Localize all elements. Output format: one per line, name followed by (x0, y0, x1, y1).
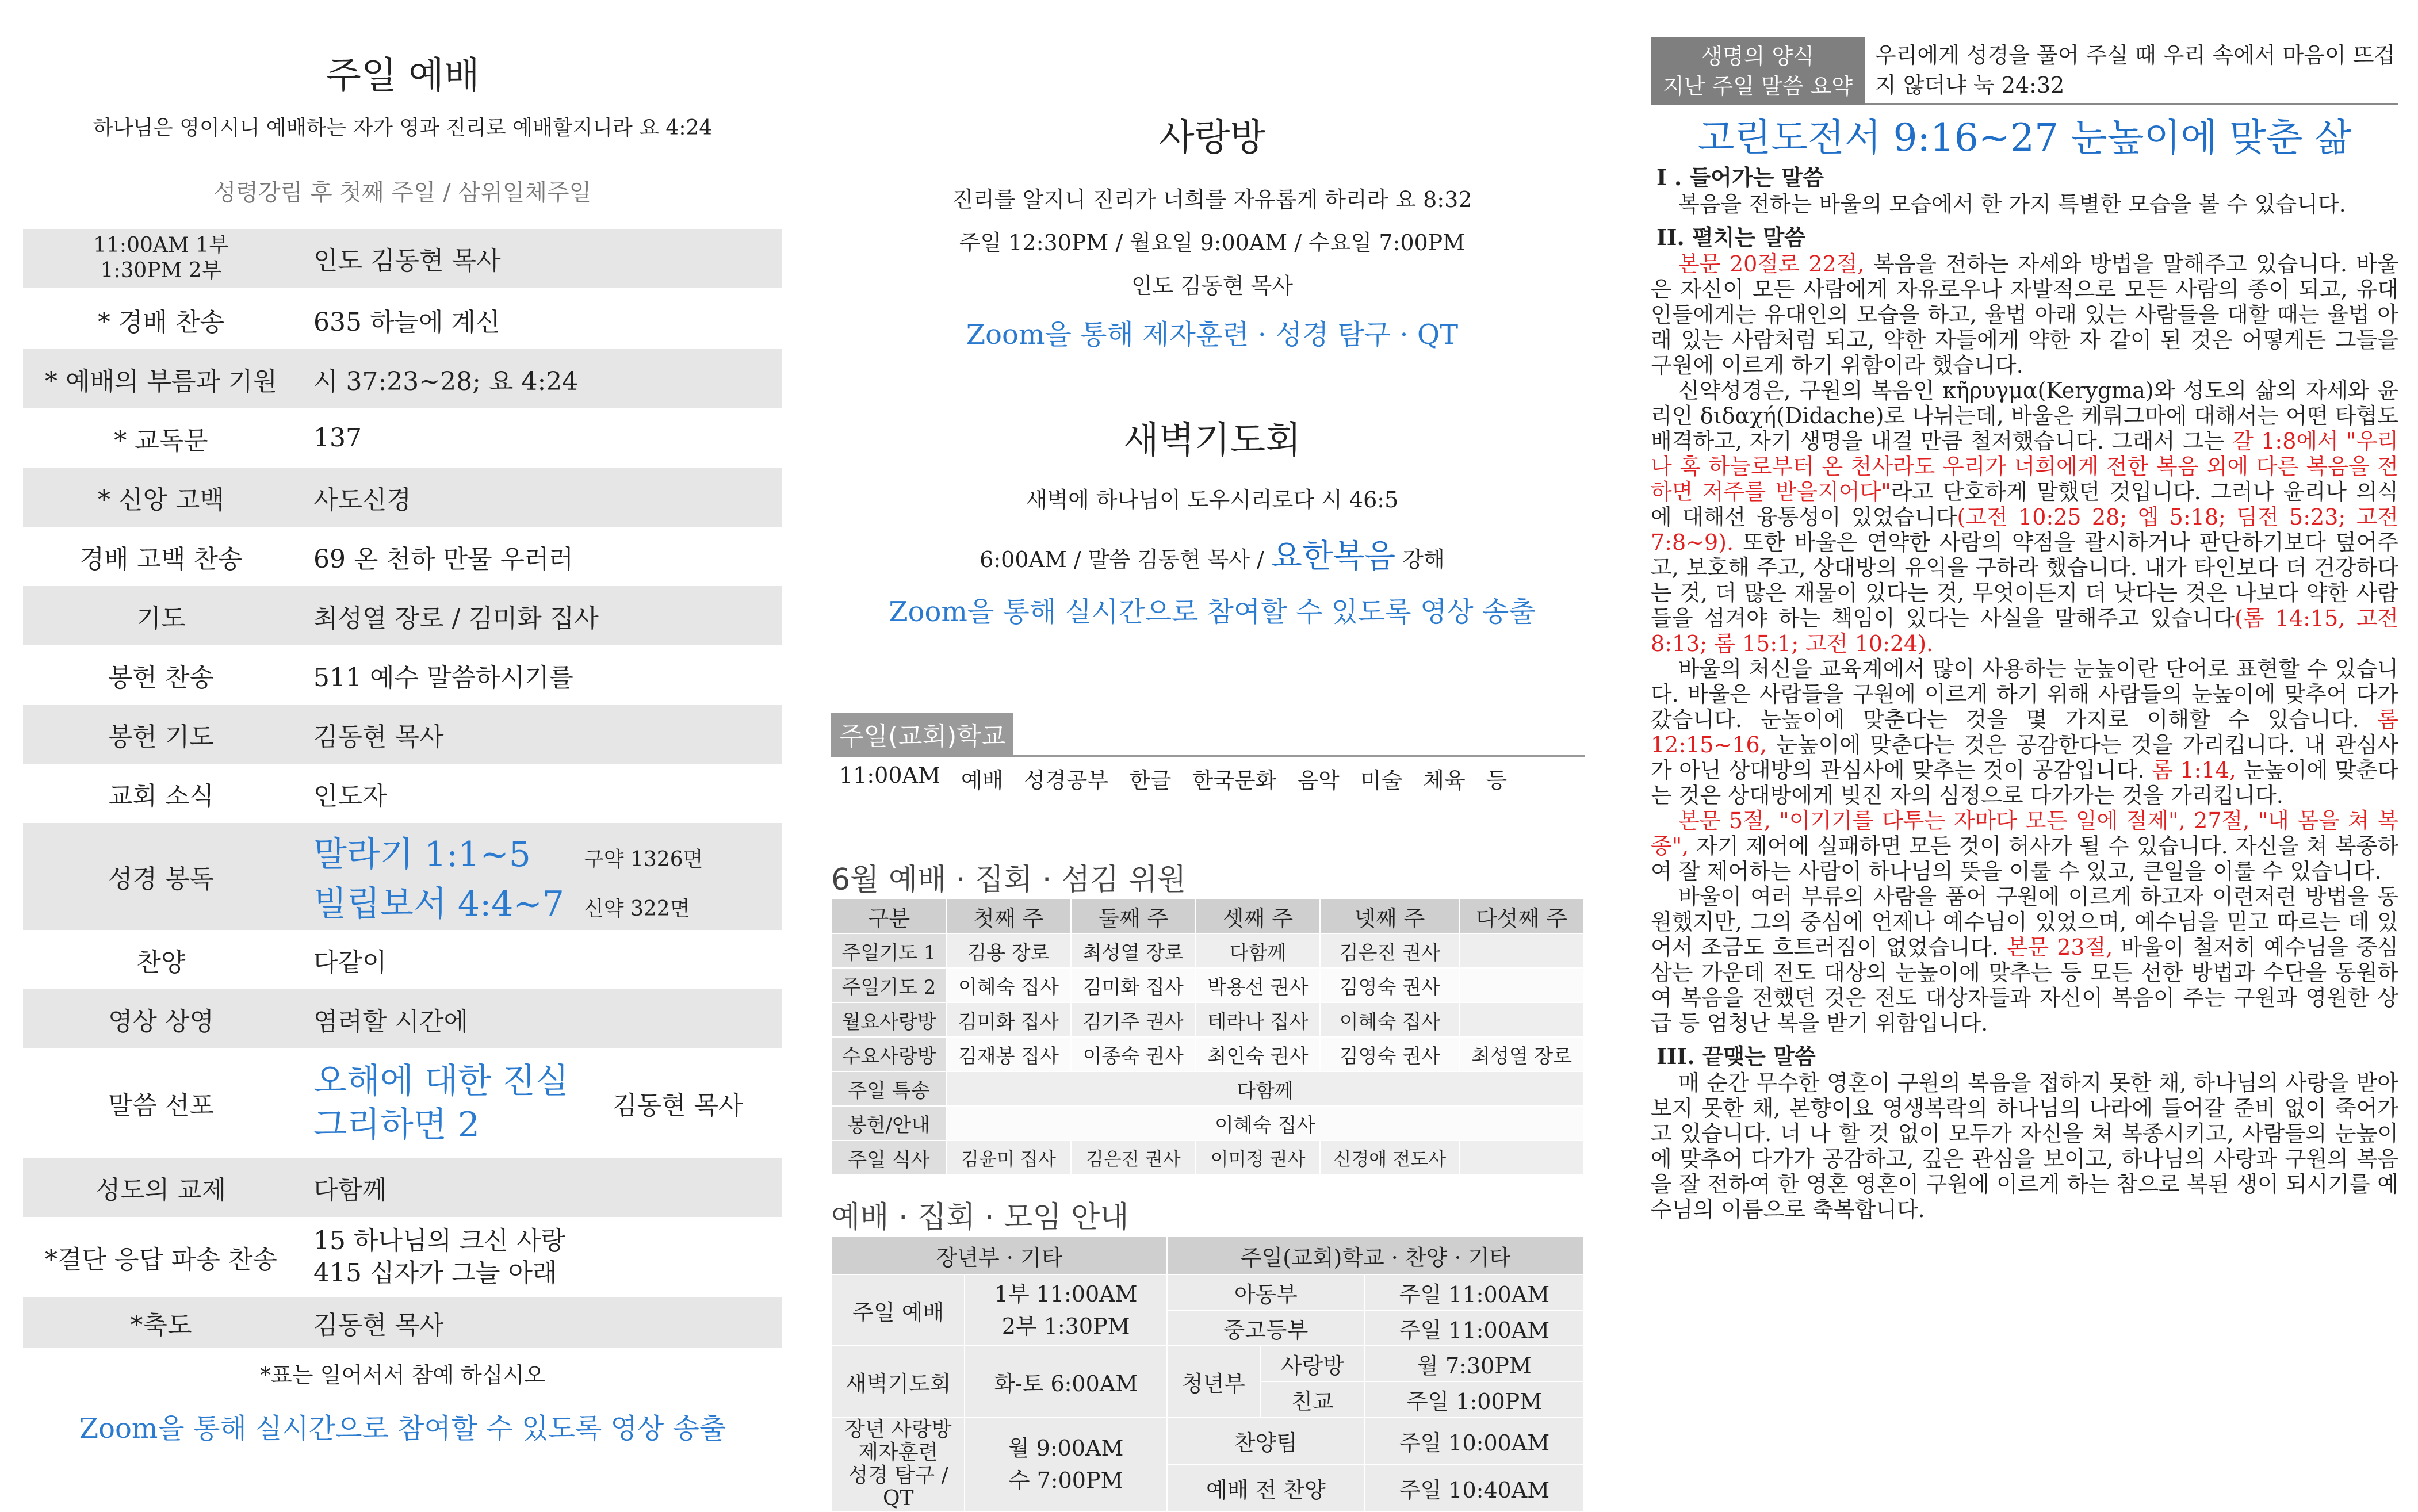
summary-badge: 생명의 양식 지난 주일 말씀 요약 (1651, 37, 1865, 105)
section-heading: I . 들어가는 말씀 (1656, 164, 1824, 190)
benediction-row: *축도 김동현 목사 (23, 1297, 782, 1348)
dawn-title: 새벽기도회 (1123, 419, 1302, 462)
service-leader: 인도 김동현 목사 (313, 246, 501, 275)
scripture-readings (299, 827, 782, 926)
guide-title: 예배 · 집회 · 모임 안내 (831, 1200, 1129, 1235)
table-row: 주일기도 1 김용 장로 최성열 장로 다함께 김은진 권사 (832, 933, 1584, 968)
guide-header-row: 장년부 · 기타 주일(교회)학교 · 찬양 · 기타 (832, 1237, 1584, 1274)
sarangbang-zoom: Zoom을 통해 제자훈련 · 성경 탐구 · QT (966, 319, 1459, 351)
sarangbang-title: 사랑방 (1158, 117, 1266, 159)
summary-title: 고린도전서 9:16~27 눈높이에 맞춘 삶 (1697, 116, 2352, 160)
order-row: 봉헌 기도 김동현 목사 (23, 705, 782, 764)
dawn-book: 요한복음 (1271, 538, 1396, 575)
worship-title: 주일 예배 (326, 55, 480, 97)
june-title: 6월 예배 · 집회 · 섬김 위원 (831, 863, 1187, 897)
guide-table (831, 1236, 1585, 1512)
paragraph: 매 순간 무수한 영혼이 구원의 복음을 접하지 못한 채, 하나님의 사랑을 받아보지 못한 채, 본향이요 영생복락의 하나님의 나라에 들어갈 준비 없이 죽어가고 있습니다. 너 나 할 것 없이 모두가 자신을 쳐 복종시키고, 사람들의 눈높이에 맞추어 다가가 공감하고, 깊은 관심을 보이고, 하나님의 사랑과 구원의 복음을 잘 전하여 한 영혼 영혼이 구원에 이르게 하는 참으로 복된 생이 되시기를 예수님의 이름으로 축복합니다. (1651, 1070, 2398, 1222)
sunday-school-title: 주일(교회)학교 (831, 713, 1013, 755)
table-row: 주일 식사 김윤미 집사 김은진 권사 이미정 권사 신경애 전도사 (832, 1140, 1584, 1175)
standing-note: *표는 일어서서 참예 하십시오 (260, 1362, 545, 1388)
programs-column (831, 0, 1593, 1510)
order-row: 봉헌 찬송 511 예수 말씀하시기를 (108, 663, 573, 692)
paragraph: 본문 20절로 22절, 복음을 전하는 자세와 방법을 말해주고 있습니다. 바울은 자신이 모든 사람에게 자유로우나 자발적으로 모든 사람의 종이 되고, 유대인들에게는 유대인의 모습을 하고, 율법 아래 있는 사람들을 대할 때는 율법 아래 있는 사람처럼 되고, 약한 자들에게 약한 자 같이 된 것은 어떻게든 그들을 구원에 이르게 하기 위함이라 했습니다. (1651, 251, 2398, 378)
table-row: 수요사랑방 김재봉 집사 이종숙 권사 최인숙 권사 김영숙 권사 최성열 장로 (832, 1037, 1584, 1071)
scripture-row: 성경 봉독 말라기 1:1~5 구약 1326면 빌립보서 4:4~7 신약 322면 (23, 823, 782, 930)
scripture-ot: 말라기 1:1~5 (313, 835, 531, 875)
dawn-verse: 새벽에 하나님이 도우시리로다 시 46:5 (1026, 487, 1399, 512)
paragraph: 바울의 처신을 교육계에서 많이 사용하는 눈높이란 단어로 표현할 수 있습니다. 바울은 사람들을 구원에 이르게 하기 위해 사람들의 눈높이에 맞추어 다가갔습니다. 눈높이에 맞춘다는 것을 몇 가지로 이해할 수 있습니다. 롬 12:15~16, 눈높이에 맞춘다는 것은 공감한다는 것을 가리킵니다. 내 관심사가 아닌 상대방의 관심사에 맞추는 것이 공감입니다. 롬 1:14, 눈높이에 맞춘다는 것은 상대방에게 빚진 자의 심정으로 다가가는 것을 가리킵니다. (1651, 656, 2398, 808)
paragraph: 복음을 전하는 바울의 모습에서 한 가지 특별한 모습을 볼 수 있습니다. (1678, 192, 2346, 217)
scripture-nt-page: 신약 322면 (584, 897, 690, 921)
order-row: 성도의 교제 다함께 (23, 1158, 782, 1217)
paragraph: 본문 5절, "이기기를 다투는 자마다 모든 일에 절제", 27절, "내 몸을 쳐 복종", 자기 제어에 실패하면 모든 것이 허사가 될 수 있습니다. 자신을 쳐 복종하여 잘 제어하는 사람이 하나님의 뜻을 이룰 수 있고, 큰일을 이룰 수 있습니다. (1651, 808, 2398, 884)
order-row: * 경배 찬송 635 하늘에 계신 (98, 307, 500, 337)
order-of-service (23, 229, 782, 1348)
worship-column (23, 0, 782, 1467)
order-row: 찬양 다같이 (136, 947, 387, 977)
sunday-school-items: 11:00AM 예배 성경공부 한글 한국문화 음악 미술 체육 등 (839, 763, 1508, 793)
table-row: 친교 주일 1:00PM (832, 1381, 1584, 1417)
table-row: 주일 특송 다함께 (832, 1071, 1584, 1106)
june-header-row: 구분 첫째 주 둘째 주 셋째 주 넷째 주 다섯째 주 (832, 899, 1584, 933)
section-heading: II. 펼치는 말씀 (1656, 224, 1805, 250)
order-row: 교회 소식 인도자 (108, 781, 387, 811)
dawn-zoom: Zoom을 통해 실시간으로 참여할 수 있도록 영상 송출 (889, 596, 1536, 628)
summary-header (1651, 37, 2398, 105)
table-row: 새벽기도회 화-토 6:00AM 청년부 사랑방 월 7:30PM (832, 1346, 1584, 1381)
summary-top-verse: 우리에게 성경을 풀어 주실 때 우리 속에서 마음이 뜨겁지 않더냐 눅 24:32 (1865, 37, 2398, 105)
sarangbang-times: 주일 12:30PM / 월요일 9:00AM / 수요일 7:00PM (959, 230, 1466, 255)
june-table (831, 898, 1585, 1176)
order-row: * 신앙 고백 사도신경 (23, 468, 782, 527)
order-row: 영상 상영 염려할 시간에 (23, 989, 782, 1048)
paragraph: 바울이 여러 부류의 사람을 품어 구원에 이르게 하고자 이런저런 방법을 동원했지만, 그의 중심에 언제나 예수님이 있었으며, 예수님을 믿고 따르는 데 있어서 조금도 흐트러짐이 없었습니다. 본문 23절, 바울이 철저히 예수님을 중심 삼는 가운데 전도 대상의 눈높이에 맞추는 등 모든 선한 방법과 수단을 동원하여 복음을 전했던 것은 전도 대상자들과 자신이 복음이 주는 구원과 영원한 상급 등 엄청난 복을 받기 위함입니다. (1651, 884, 2398, 1036)
service-times: 11:00AM 1부 1:30PM 2부 (93, 234, 229, 282)
table-row: 장년 사랑방 제자훈련 성경 탐구 / QT 월 9:00AM 수 7:00PM 찬양팀 주일 10:00AM (832, 1417, 1584, 1464)
worship-verse: 하나님은 영이시니 예배하는 자가 영과 진리로 예배할지니라 요 4:24 (93, 116, 713, 140)
sermon-row: 말씀 선포 오해에 대한 진실 그리하면 2 김동현 목사 (23, 1048, 782, 1158)
scripture-nt: 빌립보서 4:4~7 (313, 884, 564, 924)
worship-zoom-note: Zoom을 통해 실시간으로 참여할 수 있도록 영상 송출 (79, 1413, 726, 1445)
table-row: 중고등부 주일 11:00AM (832, 1310, 1584, 1346)
scripture-ot-page: 구약 1326면 (584, 848, 703, 871)
table-row: 봉헌/안내 이혜숙 집사 (832, 1106, 1584, 1140)
paragraph: 신약성경은, 구원의 복음인 κῆρυγμα(Kerygma)와 성도의 삶의 자세와 윤리인 διδαχή(Didache)로 나뉘는데, 바울은 케뤼그마에 대해서는 어떤 타협도 배격하고, 자기 생명을 내걸 만큼 철저했습니다. 그래서 그는 갈 1:8에서 "우리나 혹 하늘로부터 온 천사라도 우리가 너희에게 전한 복음 외에 다른 복음을 전하면 저주를 받을지어다"라고 단호하게 말했던 것입니다. 그러나 윤리나 의식에 대해선 융통성이 있었습니다(고전 10:25 28; 엡 5:18; 딤전 5:23; 고전 7:8~9). 또한 바울은 연약한 사람의 약점을 괄시하거나 판단하기보다 덮어주고, 보호해 주고, 상대방의 유익을 구하라 했습니다. 내가 타인보다 더 건강하다는 것, 더 많은 재물이 있다는 것, 무엇이든지 더 낫다는 것은 나보다 약한 사람들을 섬겨야 하는 책임이 있다는 사실을 말해주고 있습니다(롬 14:15, 고전 8:13; 롬 15:1; 고전 10:24). (1651, 378, 2398, 656)
sunday-school-header (831, 713, 1585, 757)
table-row: 예배 전 찬양 주일 10:40AM (832, 1464, 1584, 1511)
worship-subtitle: 성령강림 후 첫째 주일 / 삼위일체주일 (213, 179, 592, 206)
order-row: * 교독문 137 (114, 423, 362, 455)
table-row: 주일기도 2 이혜숙 집사 김미화 집사 박용선 권사 김영숙 권사 (832, 968, 1584, 1002)
order-row: 기도 최성열 장로 / 김미화 집사 (23, 586, 782, 645)
table-row: 주일 예배 1부 11:00AM 2부 1:30PM 아동부 주일 11:00AM (832, 1274, 1584, 1310)
table-row: 월요사랑방 김미화 집사 김기주 권사 테라나 집사 이혜숙 집사 (832, 1002, 1584, 1037)
order-row: * 예배의 부름과 기원 시 37:23~28; 요 4:24 (23, 349, 782, 408)
closing-hymn-row: *결단 응답 파송 찬송 15 하나님의 크신 사랑 415 십자가 그늘 아래 (45, 1226, 565, 1288)
sermon-title: 오해에 대한 진실 그리하면 2 (313, 1061, 569, 1145)
dawn-info: 6:00AM / 말씀 김동현 목사 / 요한복음 강해 (980, 538, 1445, 575)
order-row: 경배 고백 찬송 69 온 천하 만물 우러러 (79, 544, 573, 574)
section-heading: III. 끝맺는 말씀 (1656, 1043, 1816, 1069)
sermon-body (1651, 165, 2398, 1222)
sarangbang-leader: 인도 김동현 목사 (1131, 273, 1294, 298)
service-times-row (23, 229, 782, 288)
sarangbang-verse: 진리를 알지니 진리가 너희를 자유롭게 하리라 요 8:32 (952, 187, 1472, 212)
sermon-summary-column (1651, 0, 2398, 1467)
sermon-preacher: 김동현 목사 (613, 1091, 743, 1120)
